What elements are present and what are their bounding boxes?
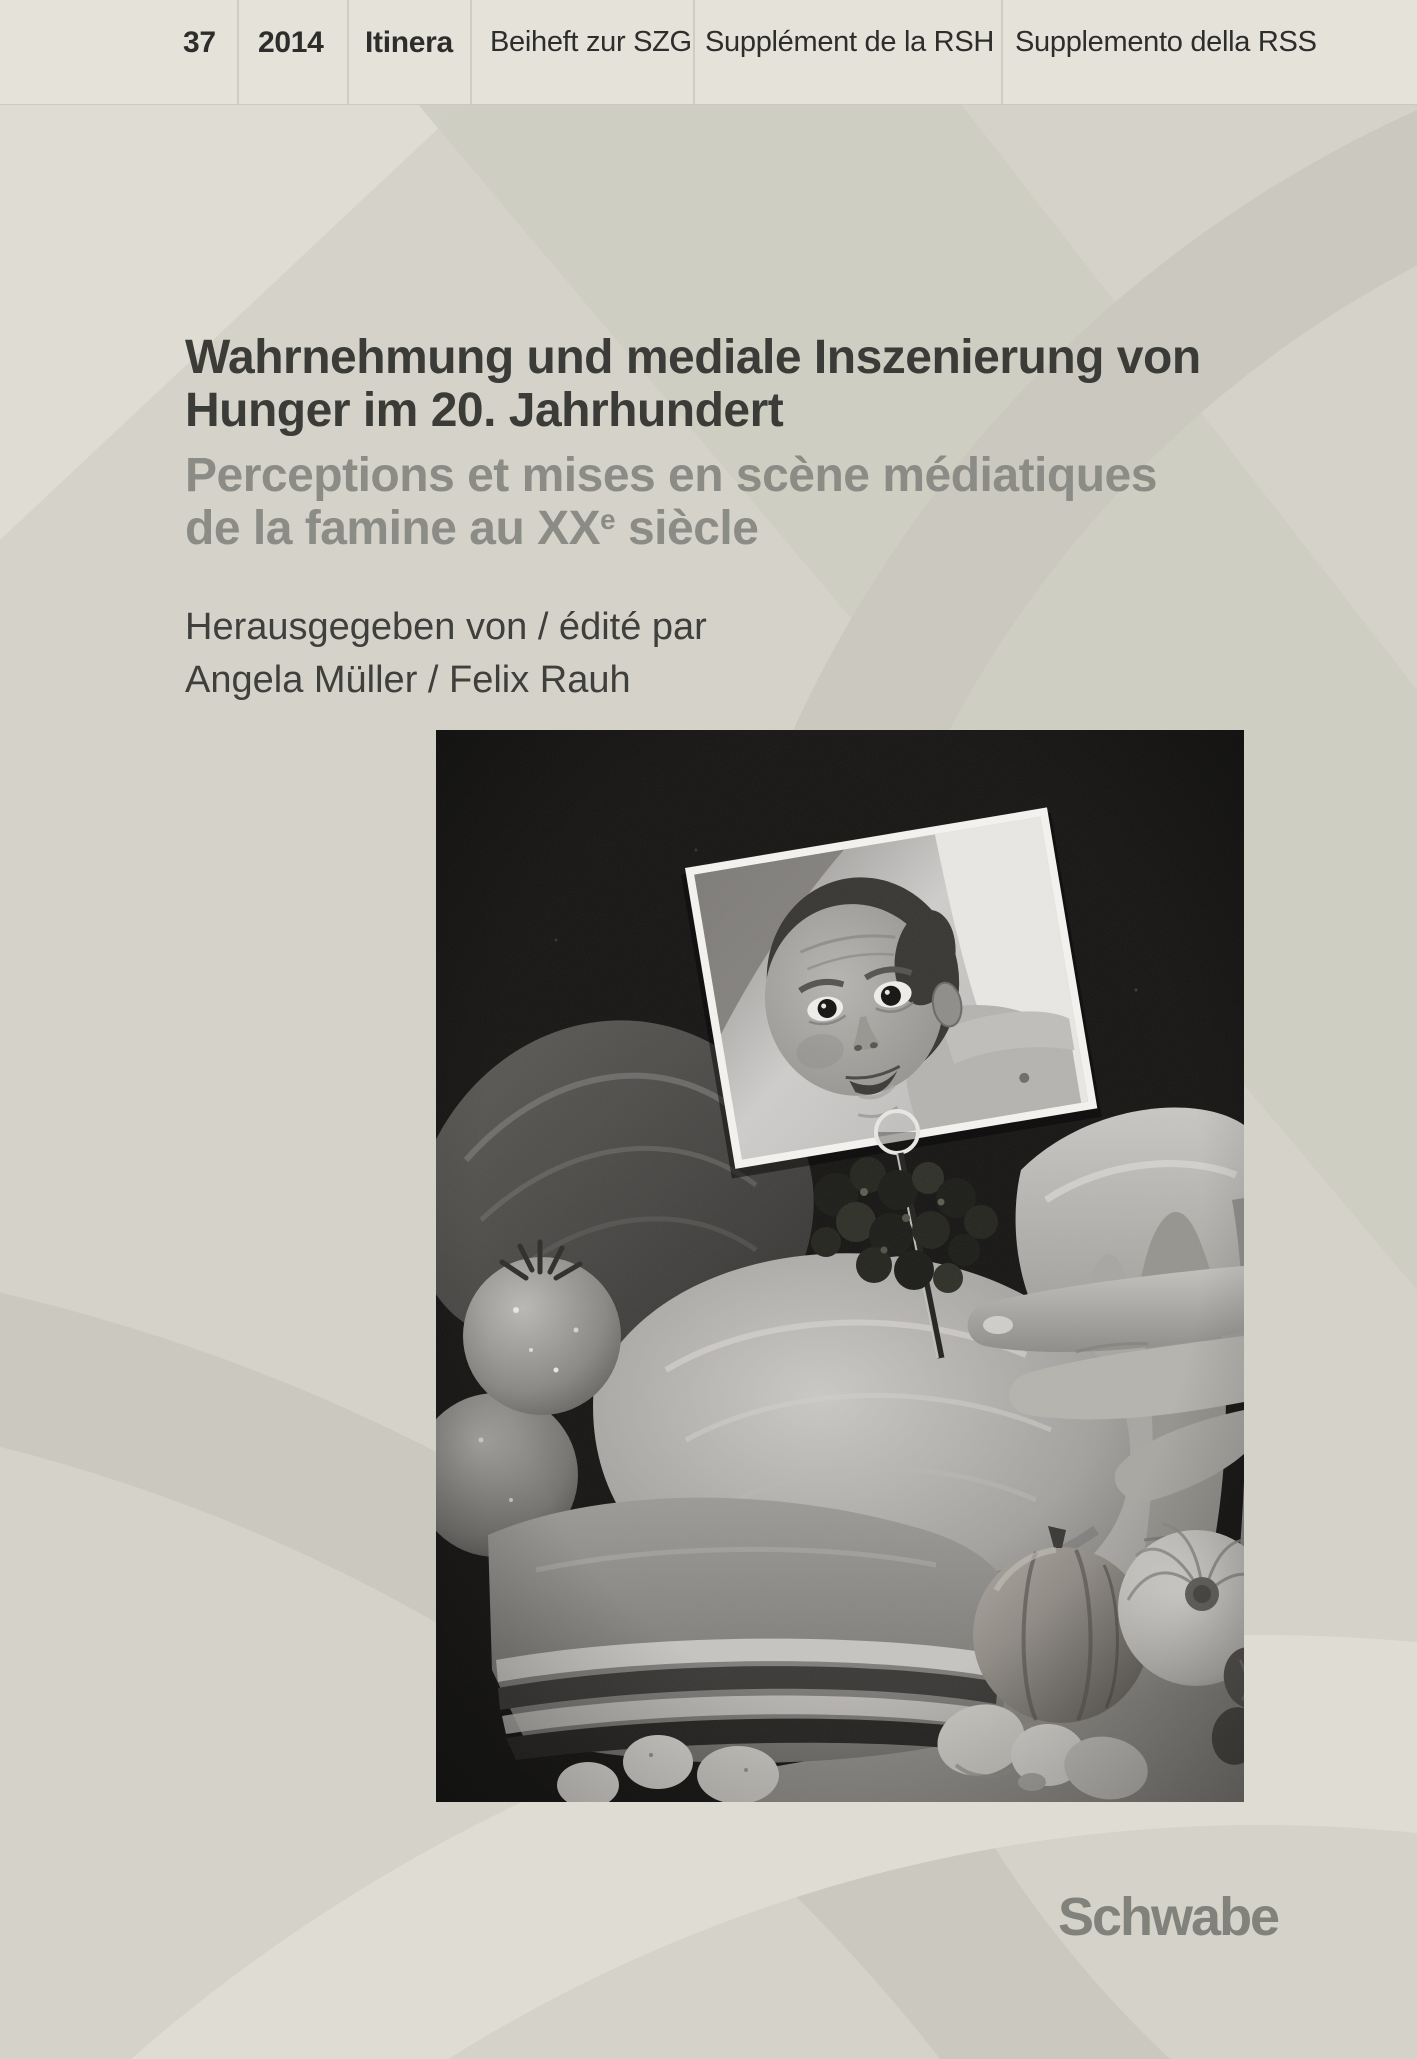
title-line-1: Wahrnehmung und mediale Inszenierung von bbox=[185, 331, 1201, 384]
book-title-german bbox=[185, 331, 1201, 437]
series-subtitle-fr: Supplément de la RSH bbox=[705, 26, 994, 58]
series-header bbox=[0, 0, 1417, 105]
cover-photo bbox=[436, 730, 1244, 1802]
series-subtitle-de: Beiheft zur SZG bbox=[490, 26, 692, 58]
header-divider bbox=[693, 0, 695, 104]
subtitle-line-1: Perceptions et mises en scène médiatiques bbox=[185, 449, 1157, 502]
editors-line-2: Angela Müller / Felix Rauh bbox=[185, 659, 631, 701]
editors-block bbox=[185, 601, 707, 707]
subtitle-superscript: e bbox=[600, 503, 616, 535]
cover-photo-illustration bbox=[436, 730, 1244, 1802]
header-divider bbox=[347, 0, 349, 104]
title-line-2: Hunger im 20. Jahrhundert bbox=[185, 384, 784, 437]
header-divider bbox=[237, 0, 239, 104]
subtitle-line-2-post: siècle bbox=[615, 502, 759, 555]
editors-line-1: Herausgegeben von / édité par bbox=[185, 606, 707, 648]
series-volume: 37 bbox=[183, 26, 216, 59]
series-year: 2014 bbox=[258, 26, 324, 59]
header-divider bbox=[1001, 0, 1003, 104]
publisher-logo: Schwabe bbox=[1058, 1887, 1279, 1947]
book-title-french bbox=[185, 449, 1157, 561]
vignette-overlay bbox=[436, 730, 1244, 1802]
subtitle-line-2-pre: de la famine au XX bbox=[185, 502, 601, 555]
series-subtitle-it: Supplemento della RSS bbox=[1015, 26, 1317, 58]
series-name: Itinera bbox=[365, 26, 453, 59]
header-divider bbox=[470, 0, 472, 104]
